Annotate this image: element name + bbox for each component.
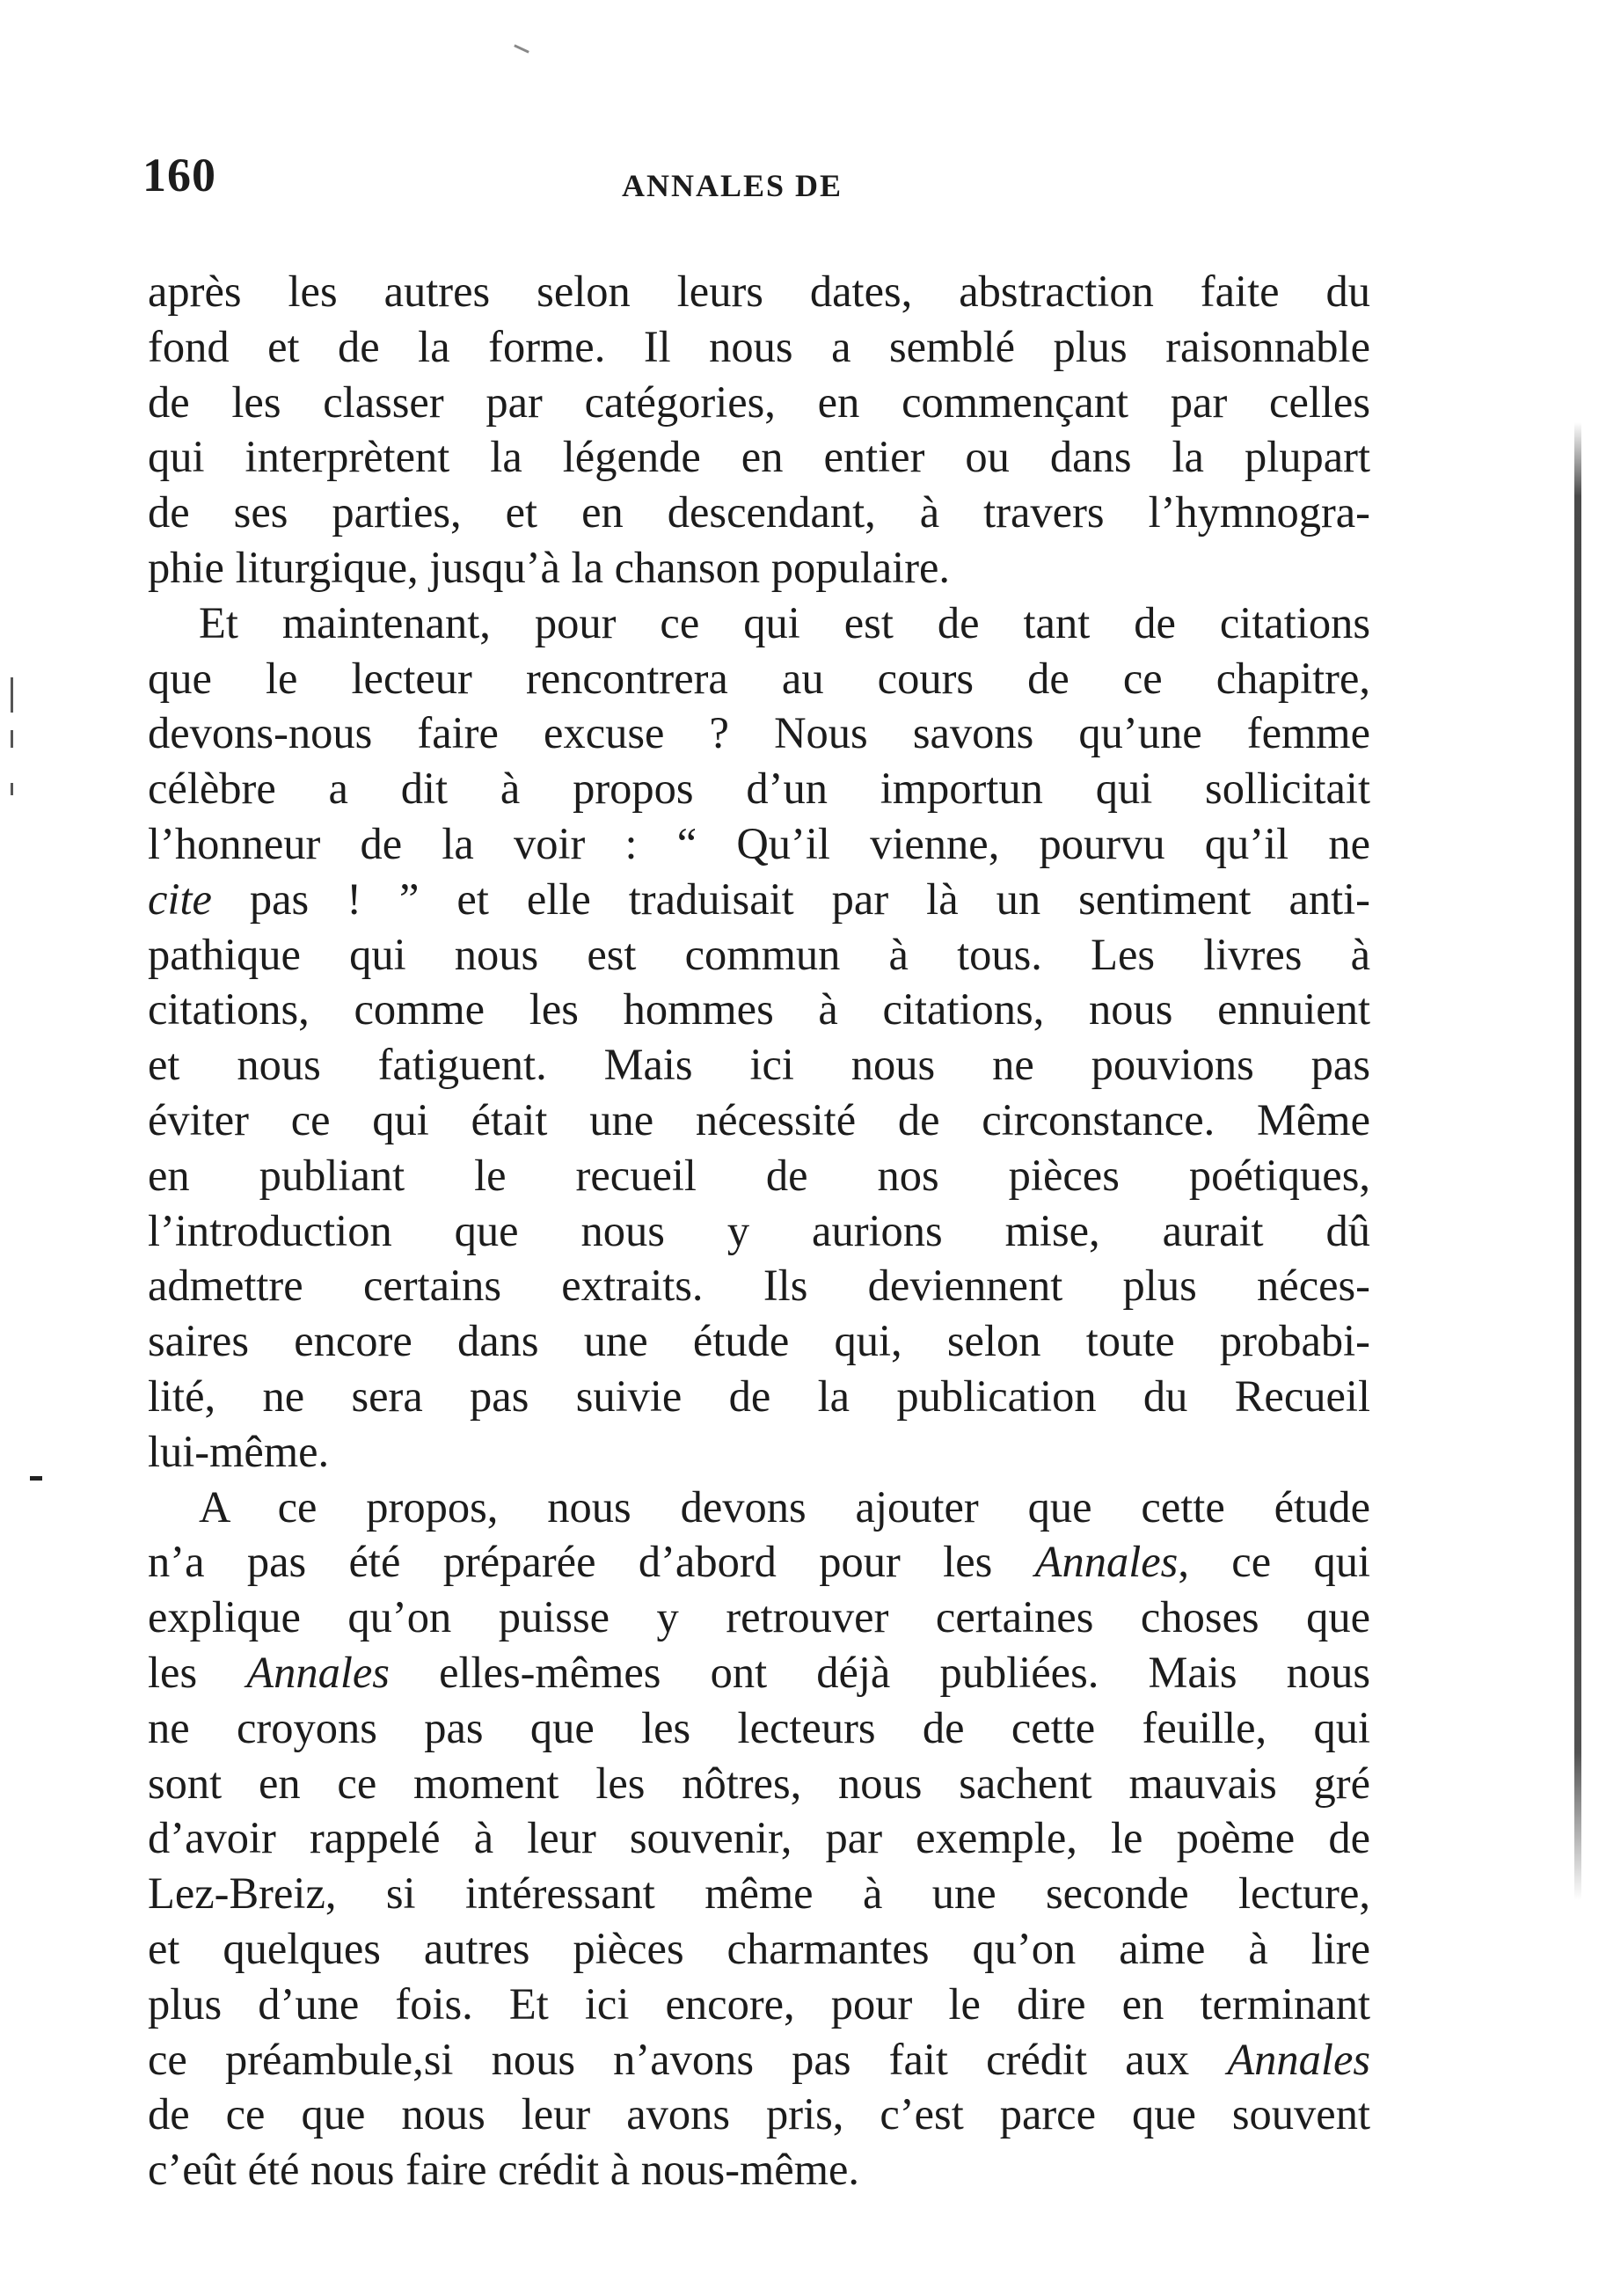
text-line: sont en ce moment les nôtres, nous sachent mauvais gré [148, 1758, 1370, 1808]
text-line: plus d’une fois. Et ici encore, pour le dire en terminant [148, 1978, 1370, 2029]
paragraph-start-line: Et maintenant, pour ce qui est de tant de citations [199, 597, 1370, 647]
line-remainder: , ce qui [1178, 1537, 1371, 1587]
text-line: en publiant le recueil de nos pièces poétiques, [148, 1150, 1370, 1200]
text-line: de ce que nous leur avons pris, c’est parce que souvent [148, 2089, 1370, 2139]
body-text [148, 264, 1370, 2197]
text-line: l’honneur de la voir : “ Qu’il vienne, pourvu qu’il ne [148, 818, 1370, 868]
text-line: Lez-Breiz, si intéressant même à une seconde lecture, [148, 1868, 1370, 1919]
text-line: d’avoir rappelé à leur souvenir, par exemple, le poème de [148, 1813, 1370, 1863]
line-remainder: pas ! ” et elle traduisait par là un sentiment anti- [249, 874, 1371, 924]
text-line: l’introduction que nous y aurions mise, aurait dû [148, 1205, 1370, 1255]
line-prefix: n’a pas été préparée d’abord pour les [148, 1537, 993, 1587]
italic-word-annales: Annales [1034, 1537, 1179, 1587]
text-line-with-italic [148, 872, 1370, 927]
text-line: de ses parties, et en descendant, à travers l’hymnogra- [148, 487, 1370, 537]
scan-margin-mark [11, 730, 13, 748]
text-line: lui-même. [148, 1426, 330, 1476]
text-line: éviter ce qui était une nécessité de circonstance. Même [148, 1094, 1370, 1144]
text-line: ne croyons pas que les lecteurs de cette feuille, qui [148, 1702, 1370, 1752]
running-head: ANNALES DE [622, 168, 843, 203]
text-line: et quelques autres pièces charmantes qu’on aime à lire [148, 1923, 1370, 1973]
paragraph-start-line: A ce propos, nous devons ajouter que cette étude [199, 1481, 1370, 1532]
italic-word-annales: Annales [1227, 2034, 1371, 2084]
scan-margin-mark [11, 677, 13, 713]
text-line: fond et de la forme. Il nous a semblé plus raisonnable [148, 321, 1370, 371]
text-line-with-italic [148, 1645, 1370, 1700]
scan-dash-mark [30, 1476, 42, 1481]
text-line: phie liturgique, jusqu’à la chanson populaire. [148, 542, 951, 592]
line-remainder: elles-mêmes ont déjà publiées. Mais nous [439, 1647, 1371, 1697]
scan-margin-mark [11, 783, 13, 795]
text-line: devons-nous faire excuse ? Nous savons qu’une femme [148, 708, 1370, 758]
text-line: que le lecteur rencontrera au cours de ce chapitre, [148, 653, 1370, 703]
text-line: admettre certains extraits. Ils deviennent plus néces- [148, 1261, 1370, 1311]
text-line: pathique qui nous est commun à tous. Les livres à [148, 929, 1370, 979]
line-prefix: ce préambule,si nous n’avons pas fait crédit aux [148, 2034, 1190, 2084]
text-line: lité, ne sera pas suivie de la publication du Recueil [148, 1371, 1370, 1421]
text-line: c’eût été nous faire crédit à nous-même. [148, 2145, 860, 2195]
text-line: citations, comme les hommes à citations, nous ennuient [148, 984, 1370, 1035]
text-line: et nous fatiguent. Mais ici nous ne pouvions pas [148, 1040, 1370, 1090]
text-line: explique qu’on puisse y retrouver certaines choses que [148, 1592, 1370, 1642]
line-prefix: les [148, 1647, 198, 1697]
scan-edge-shadow [1574, 422, 1581, 1900]
text-line-with-italic [148, 1534, 1370, 1590]
text-line: saires encore dans une étude qui, selon toute probabi- [148, 1316, 1370, 1366]
text-line-with-italic [148, 2032, 1370, 2088]
page-number: 160 [142, 149, 216, 201]
italic-word-annales: Annales [246, 1647, 390, 1697]
italic-word-cite: cite [148, 874, 212, 924]
text-line: après les autres selon leurs dates, abstraction faite du [148, 267, 1370, 316]
text-line: de les classer par catégories, en commençant par celles [148, 377, 1370, 427]
scan-tick-mark [514, 44, 529, 53]
page-header [142, 148, 1374, 209]
text-line: célèbre a dit à propos d’un importun qui sollicitait [148, 764, 1370, 814]
text-line: qui interprètent la légende en entier ou dans la plupart [148, 432, 1370, 482]
